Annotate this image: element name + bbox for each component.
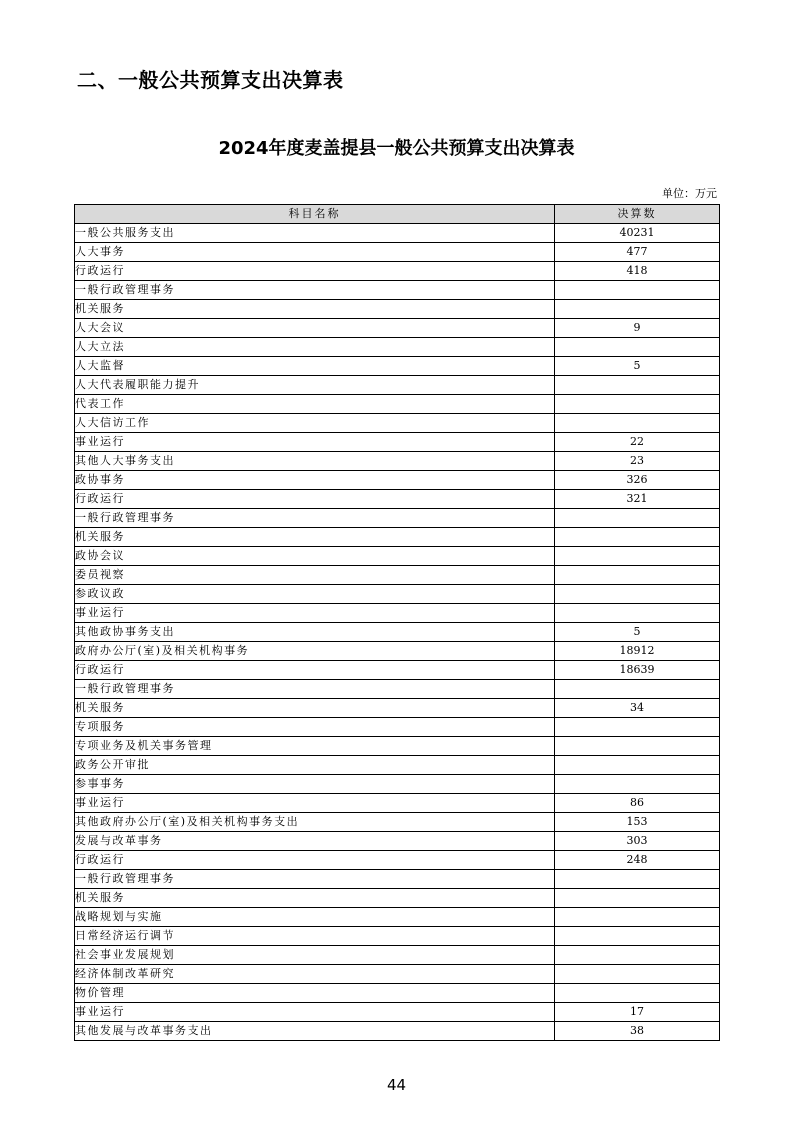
unit-label: 单位：万元 bbox=[662, 187, 717, 200]
table-row bbox=[75, 927, 720, 946]
final-amount-cell bbox=[555, 756, 720, 775]
table-row bbox=[75, 623, 720, 642]
table-row bbox=[75, 984, 720, 1003]
table-row bbox=[75, 699, 720, 718]
table-row bbox=[75, 737, 720, 756]
header-row bbox=[75, 205, 720, 224]
subject-name-cell: 一般行政管理事务 bbox=[75, 680, 555, 699]
table-row bbox=[75, 832, 720, 851]
final-amount-cell bbox=[555, 604, 720, 623]
subject-name-cell: 专项服务 bbox=[75, 718, 555, 737]
table-row bbox=[75, 1003, 720, 1022]
final-amount-cell: 18639 bbox=[555, 661, 720, 680]
final-amount-cell: 326 bbox=[555, 471, 720, 490]
subject-name-cell: 机关服务 bbox=[75, 699, 555, 718]
final-amount-cell: 5 bbox=[555, 623, 720, 642]
subject-name-cell: 专项业务及机关事务管理 bbox=[75, 737, 555, 756]
final-amount-cell bbox=[555, 547, 720, 566]
final-amount-cell bbox=[555, 395, 720, 414]
table-row bbox=[75, 281, 720, 300]
final-amount-cell bbox=[555, 281, 720, 300]
table-row bbox=[75, 528, 720, 547]
final-amount-cell: 418 bbox=[555, 262, 720, 281]
header-subject-name: 科目名称 bbox=[75, 205, 555, 224]
subject-name-cell: 委员视察 bbox=[75, 566, 555, 585]
final-amount-cell bbox=[555, 870, 720, 889]
final-amount-cell bbox=[555, 585, 720, 604]
final-amount-cell: 17 bbox=[555, 1003, 720, 1022]
table-row bbox=[75, 718, 720, 737]
final-amount-cell bbox=[555, 737, 720, 756]
table-header bbox=[75, 205, 720, 224]
final-amount-cell: 477 bbox=[555, 243, 720, 262]
table-row bbox=[75, 262, 720, 281]
subject-name-cell: 事业运行 bbox=[75, 1003, 555, 1022]
final-amount-cell bbox=[555, 927, 720, 946]
final-amount-cell: 9 bbox=[555, 319, 720, 338]
table-row bbox=[75, 300, 720, 319]
header-final-amount: 决算数 bbox=[555, 205, 720, 224]
page-number: 44 bbox=[386, 1076, 407, 1094]
final-amount-cell: 86 bbox=[555, 794, 720, 813]
final-amount-cell: 34 bbox=[555, 699, 720, 718]
subject-name-cell: 机关服务 bbox=[75, 889, 555, 908]
table-row bbox=[75, 870, 720, 889]
subject-name-cell: 一般行政管理事务 bbox=[75, 870, 555, 889]
table-row bbox=[75, 452, 720, 471]
table-row bbox=[75, 946, 720, 965]
final-amount-cell bbox=[555, 528, 720, 547]
table-row bbox=[75, 1022, 720, 1041]
subject-name-cell: 行政运行 bbox=[75, 661, 555, 680]
subject-name-cell: 其他发展与改革事务支出 bbox=[75, 1022, 555, 1041]
table-row bbox=[75, 433, 720, 452]
subject-name-cell: 发展与改革事务 bbox=[75, 832, 555, 851]
final-amount-cell bbox=[555, 338, 720, 357]
table-row bbox=[75, 547, 720, 566]
subject-name-cell: 一般行政管理事务 bbox=[75, 509, 555, 528]
final-amount-cell bbox=[555, 566, 720, 585]
table-row bbox=[75, 338, 720, 357]
final-amount-cell bbox=[555, 984, 720, 1003]
subject-name-cell: 人大立法 bbox=[75, 338, 555, 357]
final-amount-cell: 303 bbox=[555, 832, 720, 851]
budget-table bbox=[74, 204, 720, 1041]
subject-name-cell: 事业运行 bbox=[75, 604, 555, 623]
subject-name-cell: 经济体制改革研究 bbox=[75, 965, 555, 984]
subject-name-cell: 行政运行 bbox=[75, 490, 555, 509]
table-row bbox=[75, 642, 720, 661]
table-row bbox=[75, 908, 720, 927]
table-row bbox=[75, 965, 720, 984]
final-amount-cell bbox=[555, 775, 720, 794]
final-amount-cell bbox=[555, 889, 720, 908]
subject-name-cell: 机关服务 bbox=[75, 528, 555, 547]
final-amount-cell bbox=[555, 965, 720, 984]
final-amount-cell: 18912 bbox=[555, 642, 720, 661]
section-heading: 二、一般公共预算支出决算表 bbox=[77, 68, 344, 92]
table-row bbox=[75, 813, 720, 832]
final-amount-cell bbox=[555, 946, 720, 965]
table-row bbox=[75, 395, 720, 414]
table-row bbox=[75, 319, 720, 338]
final-amount-cell bbox=[555, 509, 720, 528]
table-row bbox=[75, 851, 720, 870]
subject-name-cell: 政府办公厅(室)及相关机构事务 bbox=[75, 642, 555, 661]
subject-name-cell: 其他政府办公厅(室)及相关机构事务支出 bbox=[75, 813, 555, 832]
final-amount-cell: 40231 bbox=[555, 224, 720, 243]
table-row bbox=[75, 661, 720, 680]
subject-name-cell: 政务公开审批 bbox=[75, 756, 555, 775]
final-amount-cell bbox=[555, 376, 720, 395]
subject-name-cell: 其他政协事务支出 bbox=[75, 623, 555, 642]
subject-name-cell: 机关服务 bbox=[75, 300, 555, 319]
table-row bbox=[75, 376, 720, 395]
table-row bbox=[75, 566, 720, 585]
subject-name-cell: 其他人大事务支出 bbox=[75, 452, 555, 471]
table-row bbox=[75, 794, 720, 813]
final-amount-cell: 153 bbox=[555, 813, 720, 832]
final-amount-cell: 38 bbox=[555, 1022, 720, 1041]
final-amount-cell bbox=[555, 718, 720, 737]
subject-name-cell: 事业运行 bbox=[75, 794, 555, 813]
table-row bbox=[75, 604, 720, 623]
subject-name-cell: 行政运行 bbox=[75, 262, 555, 281]
subject-name-cell: 一般行政管理事务 bbox=[75, 281, 555, 300]
final-amount-cell bbox=[555, 414, 720, 433]
table-body bbox=[75, 224, 720, 1041]
subject-name-cell: 一般公共服务支出 bbox=[75, 224, 555, 243]
table-row bbox=[75, 471, 720, 490]
table-row bbox=[75, 224, 720, 243]
subject-name-cell: 参事事务 bbox=[75, 775, 555, 794]
subject-name-cell: 社会事业发展规划 bbox=[75, 946, 555, 965]
final-amount-cell: 22 bbox=[555, 433, 720, 452]
table-row bbox=[75, 357, 720, 376]
subject-name-cell: 人大信访工作 bbox=[75, 414, 555, 433]
final-amount-cell bbox=[555, 908, 720, 927]
table-row bbox=[75, 756, 720, 775]
subject-name-cell: 参政议政 bbox=[75, 585, 555, 604]
subject-name-cell: 代表工作 bbox=[75, 395, 555, 414]
subject-name-cell: 政协会议 bbox=[75, 547, 555, 566]
document-title: 2024年度麦盖提县一般公共预算支出决算表 bbox=[218, 138, 575, 159]
subject-name-cell: 人大事务 bbox=[75, 243, 555, 262]
subject-name-cell: 人大监督 bbox=[75, 357, 555, 376]
table-row bbox=[75, 509, 720, 528]
final-amount-cell bbox=[555, 680, 720, 699]
table-row bbox=[75, 889, 720, 908]
subject-name-cell: 事业运行 bbox=[75, 433, 555, 452]
final-amount-cell: 248 bbox=[555, 851, 720, 870]
table-row bbox=[75, 490, 720, 509]
subject-name-cell: 政协事务 bbox=[75, 471, 555, 490]
table-row bbox=[75, 243, 720, 262]
table-row bbox=[75, 585, 720, 604]
final-amount-cell: 5 bbox=[555, 357, 720, 376]
final-amount-cell bbox=[555, 300, 720, 319]
final-amount-cell: 321 bbox=[555, 490, 720, 509]
table-row bbox=[75, 775, 720, 794]
subject-name-cell: 物价管理 bbox=[75, 984, 555, 1003]
final-amount-cell: 23 bbox=[555, 452, 720, 471]
subject-name-cell: 战略规划与实施 bbox=[75, 908, 555, 927]
subject-name-cell: 行政运行 bbox=[75, 851, 555, 870]
subject-name-cell: 人大会议 bbox=[75, 319, 555, 338]
table-row bbox=[75, 414, 720, 433]
subject-name-cell: 人大代表履职能力提升 bbox=[75, 376, 555, 395]
subject-name-cell: 日常经济运行调节 bbox=[75, 927, 555, 946]
table-row bbox=[75, 680, 720, 699]
